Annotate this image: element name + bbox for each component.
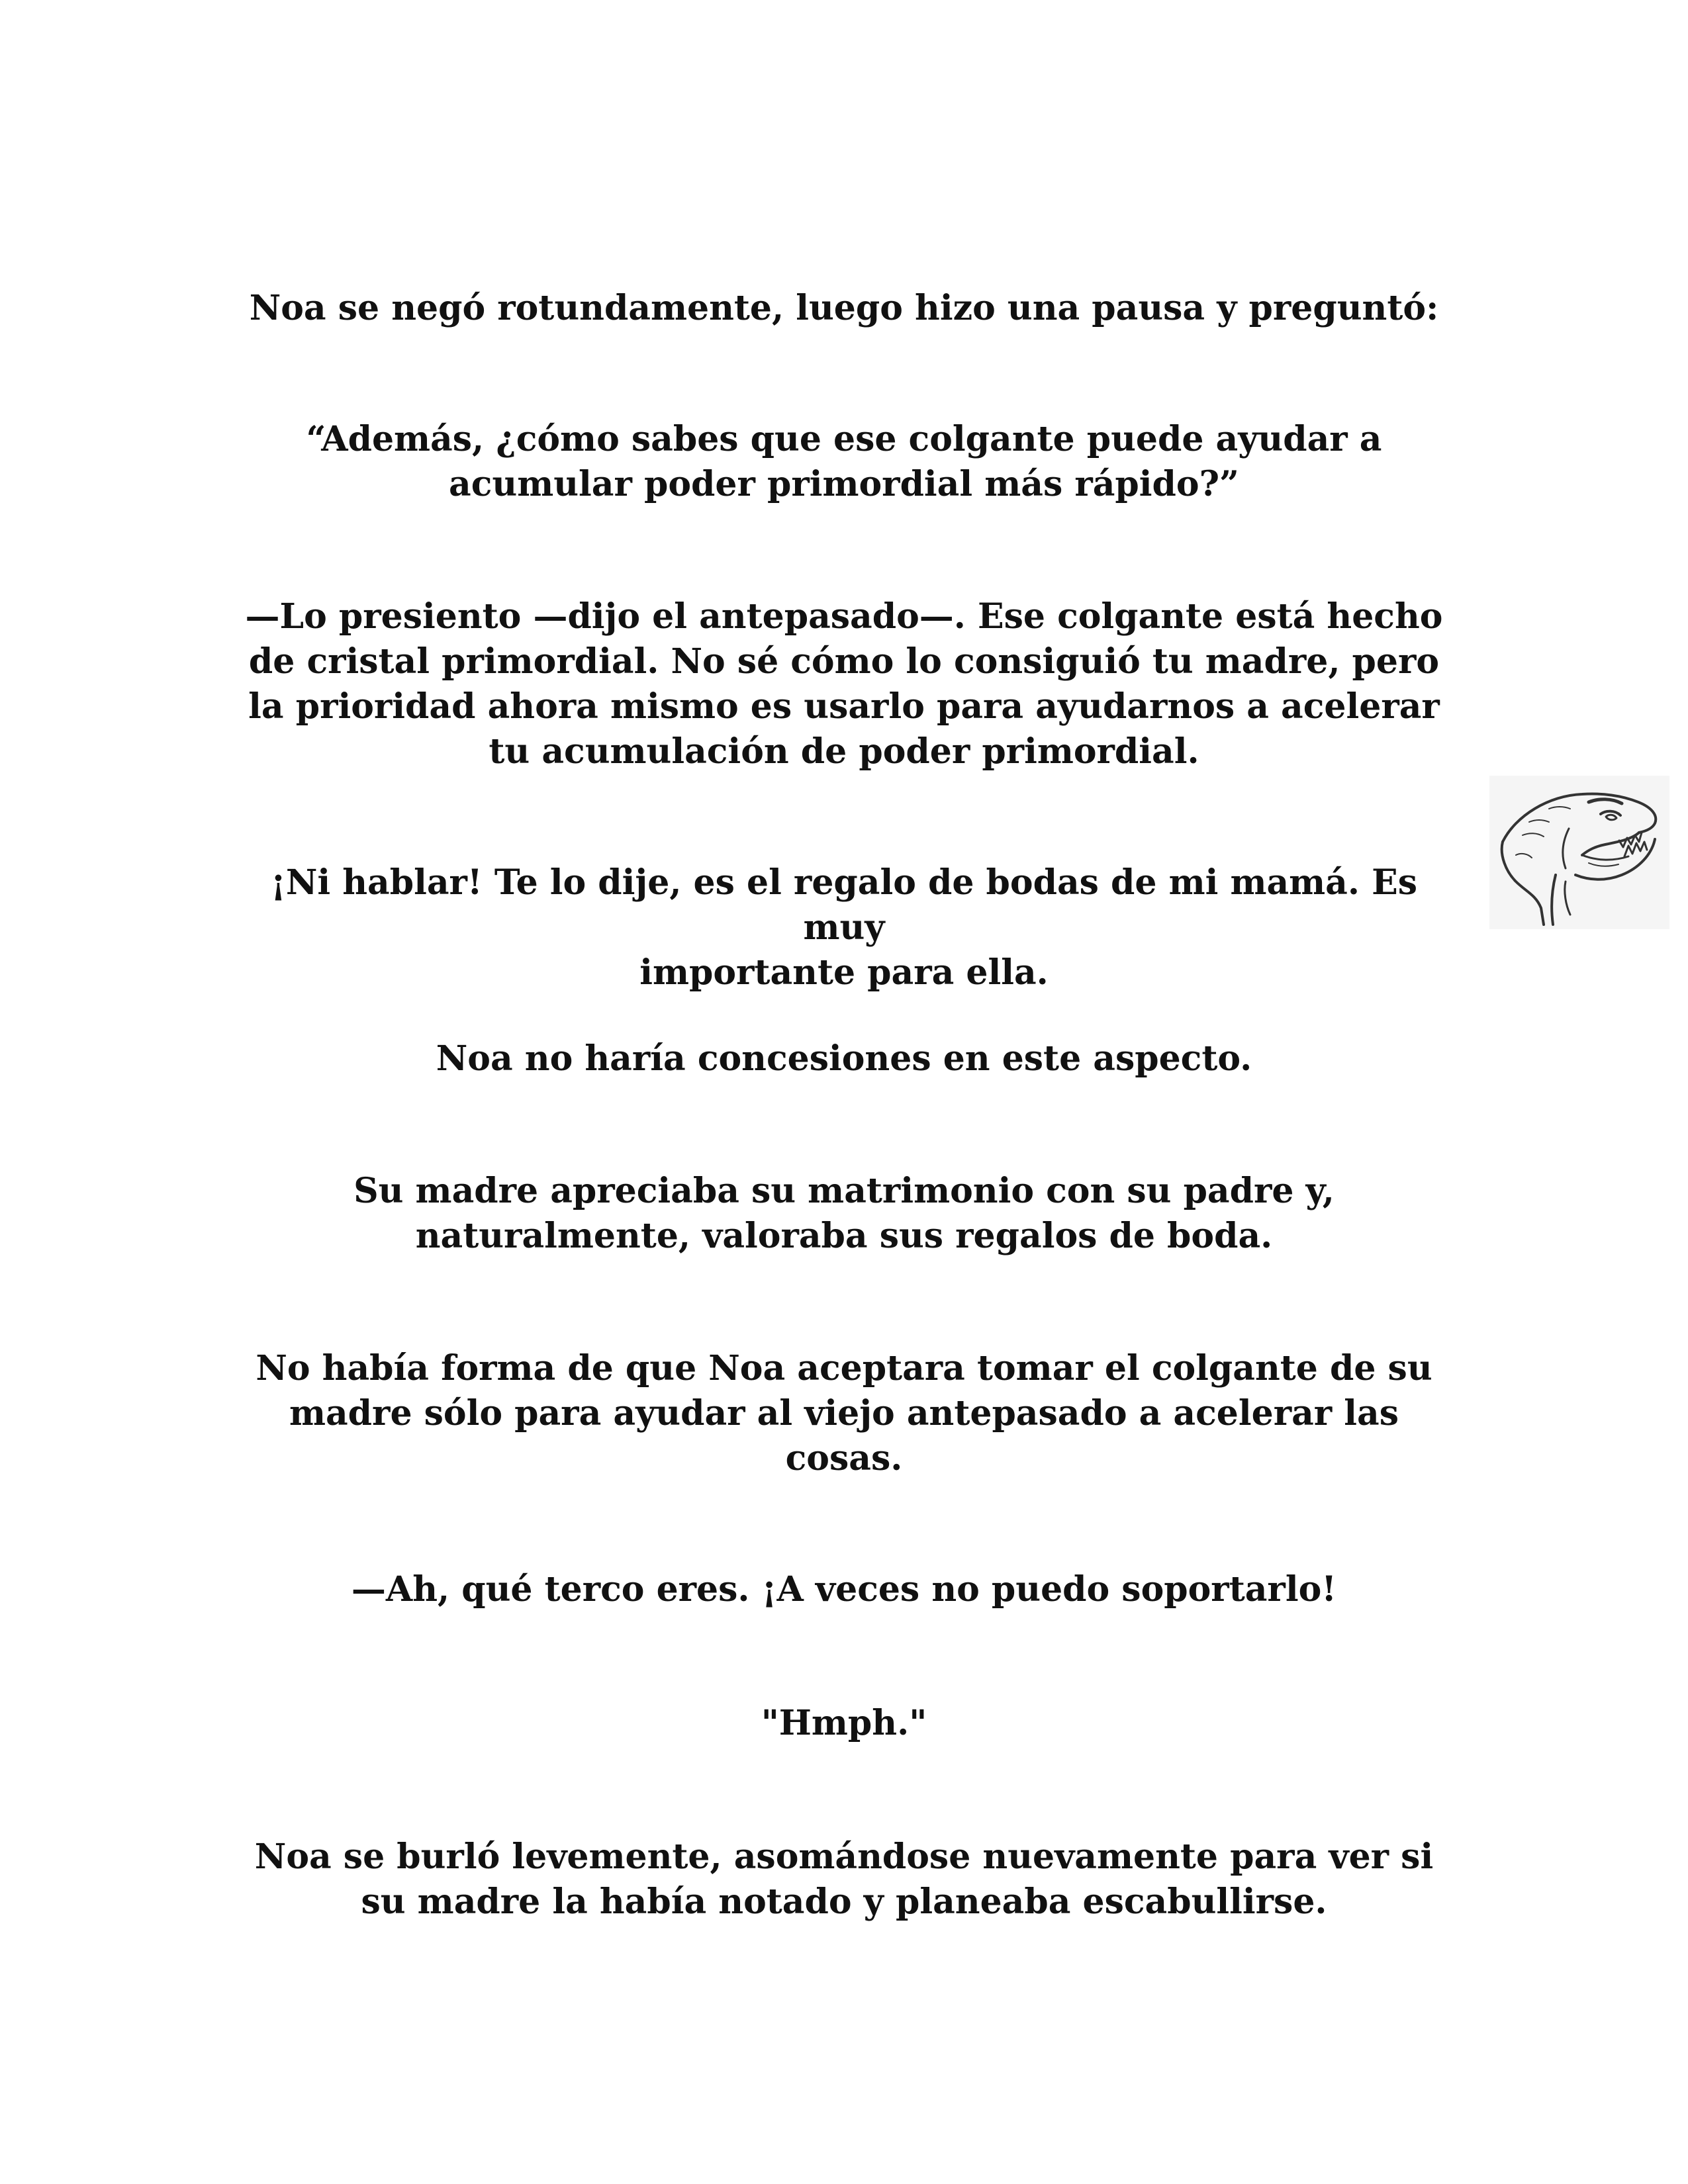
paragraph-3: —Lo presiento —dijo el antepasado—. Ese colgante está hecho de cristal primordial. No sé cómo lo consiguió tu madre, pero la prioridad ahora mismo es usarlo para ayudarnos a acelerar tu acumulación de poder primordial. [245,596,1443,772]
paragraph-2: “Además, ¿cómo sabes que ese colgante puede ayudar a acumular poder primordial más rápido?” [306,419,1382,504]
paragraph-8: —Ah, qué terco eres. ¡A veces no puedo soportarlo! [351,1569,1337,1610]
paragraph-4: ¡Ni hablar! Te lo dije, es el regalo de bodas de mi mamá. Es muy importante para ella. [271,862,1417,993]
paragraph-9: "Hmph." [761,1703,927,1743]
dinosaur-head-sketch-icon [1489,776,1669,929]
paragraph-5: Noa no haría concesiones en este aspecto. [436,1038,1252,1079]
paragraph-10: Noa se burló levemente, asomándose nuevamente para ver si su madre la había notado y planeaba escabullirse. [254,1837,1434,1922]
paragraph-7: No había forma de que Noa aceptara tomar el colgante de su madre sólo para ayudar al viejo antepasado a acelerar las cosas. [256,1348,1432,1479]
paragraph-6: Su madre apreciaba su matrimonio con su padre y, naturalmente, valoraba sus regalos de boda. [353,1171,1335,1256]
paragraph-1: Noa se negó rotundamente, luego hizo una pausa y preguntó: [249,288,1439,328]
